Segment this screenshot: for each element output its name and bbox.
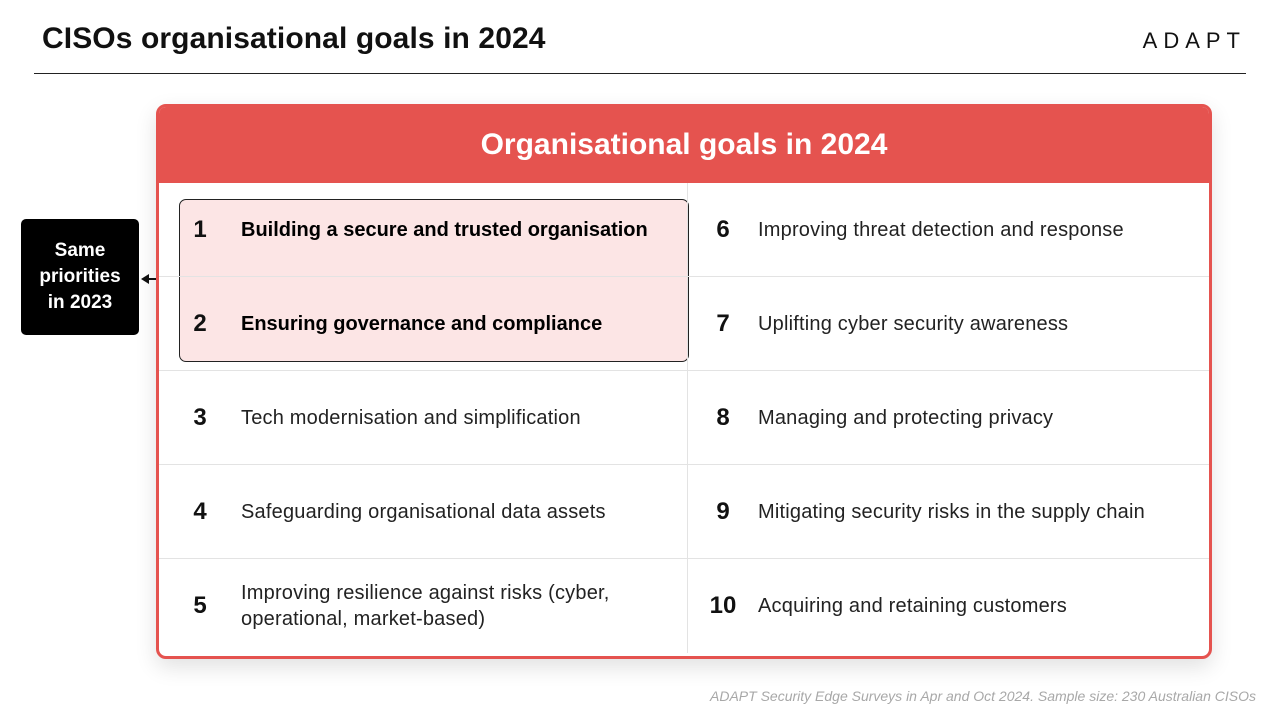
goal-item: [688, 559, 1209, 653]
goal-rank: 9: [716, 497, 730, 525]
goal-item: [159, 183, 688, 277]
header-divider: [34, 73, 1246, 74]
goal-item: [159, 559, 688, 653]
goal-label: Ensuring governance and compliance: [241, 312, 603, 335]
goal-rank: 2: [193, 309, 207, 337]
goal-rank: 1: [193, 215, 207, 243]
goal-label: Tech modernisation and simplification: [241, 406, 581, 429]
goal-rank: 4: [193, 497, 207, 525]
goals-grid: [159, 183, 1209, 653]
goals-card: [156, 104, 1212, 659]
same-priorities-callout: Same priorities in 2023: [21, 219, 139, 335]
goal-item: [159, 277, 688, 371]
card-title: Organisational goals in 2024: [159, 107, 1209, 183]
goal-rank: 6: [716, 215, 730, 243]
callout-arrow-head-icon: [141, 274, 149, 284]
goal-rank: 8: [716, 403, 730, 431]
goal-label: Acquiring and retaining customers: [758, 595, 1067, 617]
goal-rank: 3: [193, 403, 207, 431]
source-note: ADAPT Security Edge Surveys in Apr and Oct 2024. Sample size: 230 Australian CISOs: [710, 688, 1256, 704]
goal-label: Managing and protecting privacy: [758, 406, 1054, 429]
goal-label: Safeguarding organisational data assets: [241, 500, 606, 523]
goal-rank: 5: [193, 592, 207, 619]
goal-rank: 10: [709, 592, 737, 619]
adapt-logo: ADAPT: [1142, 28, 1246, 53]
goal-item: [688, 465, 1209, 559]
goal-label: Improving threat detection and response: [758, 218, 1124, 241]
goal-label: Mitigating security risks in the supply chain: [758, 500, 1145, 523]
goal-item: [159, 465, 688, 559]
goal-label: Improving resilience against risks (cyber, operational, market-based): [241, 582, 610, 630]
goal-rank: 7: [716, 309, 730, 337]
goal-item: [688, 371, 1209, 465]
goal-item: [688, 277, 1209, 371]
page-title: CISOs organisational goals in 2024: [42, 22, 546, 55]
goal-label: Uplifting cyber security awareness: [758, 312, 1069, 335]
goal-label: Building a secure and trusted organisation: [241, 218, 648, 241]
goal-item: [688, 183, 1209, 277]
goal-item: [159, 371, 688, 465]
